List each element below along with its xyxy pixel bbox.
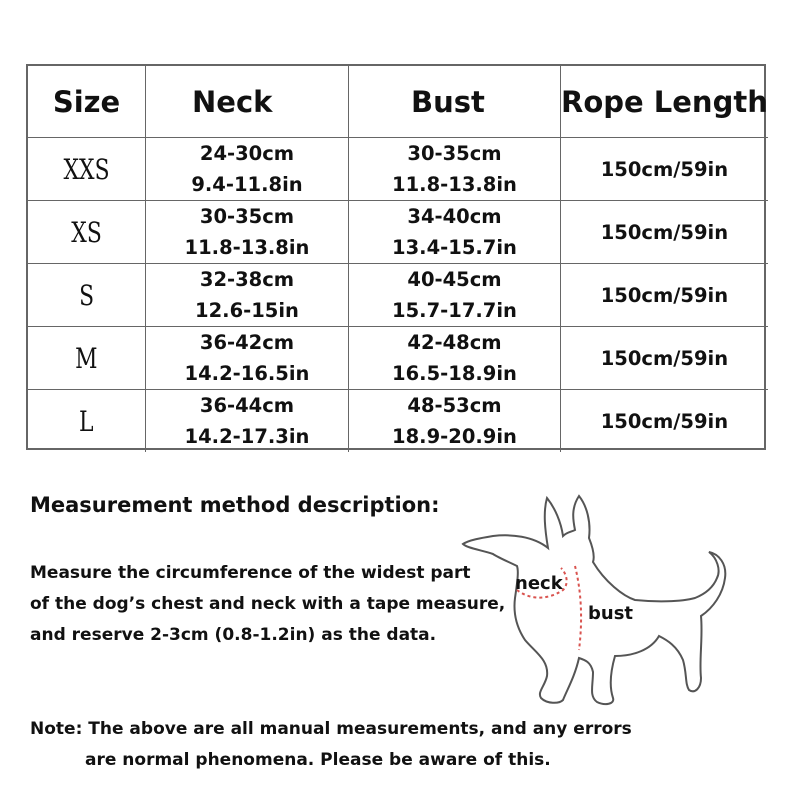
size-chart-table: [26, 64, 766, 450]
rope-length-cell: 150cm/59in: [561, 327, 768, 390]
bust-in: 18.9-20.9in: [392, 425, 517, 448]
size-cell: [28, 390, 146, 452]
bust-cell: [349, 138, 561, 201]
note-line: are normal phenomena. Please be aware of this.: [85, 750, 551, 770]
bust-cm: 48-53cm: [407, 394, 502, 417]
bust-in: 13.4-15.7in: [392, 236, 517, 259]
neck-cell: [146, 327, 349, 390]
bust-cell: [349, 390, 561, 452]
size-label: L: [79, 404, 94, 438]
measurement-method-description: [30, 558, 506, 651]
description-line: and reserve 2-3cm (0.8-1.2in) as the data.: [30, 625, 437, 645]
header-bust: Bust: [349, 66, 561, 138]
neck-in: 14.2-16.5in: [184, 362, 310, 385]
bust-in: 15.7-17.7in: [392, 299, 517, 322]
rope-length-cell: 150cm/59in: [561, 201, 768, 264]
neck-in: 11.8-13.8in: [184, 236, 310, 259]
size-cell: [28, 201, 146, 264]
size-label: M: [75, 341, 98, 375]
bust-cell: [349, 327, 561, 390]
neck-label: neck: [515, 573, 563, 594]
neck-cm: 24-30cm: [199, 142, 295, 165]
rope-length-cell: 150cm/59in: [600, 409, 729, 433]
description-line: Measure the circumference of the widest part: [30, 563, 471, 583]
size-label: XS: [71, 215, 102, 249]
size-cell: [28, 327, 146, 390]
dog-measurement-diagram: [455, 490, 735, 720]
neck-cell: [146, 264, 349, 327]
header-rope-length: Rope Length: [561, 66, 768, 138]
note-text: [30, 714, 632, 776]
rope-length-cell: 150cm/59in: [561, 138, 768, 201]
neck-in: 9.4-11.8in: [191, 173, 303, 196]
neck-cm: 36-42cm: [199, 331, 295, 354]
size-label: XXS: [63, 152, 110, 186]
neck-cell: [146, 390, 349, 452]
neck-cell: [146, 138, 349, 201]
bust-cell: [349, 264, 561, 327]
header-neck: Neck: [146, 66, 349, 138]
neck-cm: 30-35cm: [199, 205, 295, 228]
bust-cell: [349, 201, 561, 264]
bust-cm: 40-45cm: [407, 268, 502, 291]
bust-in: 16.5-18.9in: [392, 362, 517, 385]
neck-cm: 32-38cm: [199, 268, 295, 291]
neck-in: 14.2-17.3in: [184, 425, 310, 448]
measurement-method-title: Measurement method description:: [30, 493, 440, 517]
neck-in: 12.6-15in: [195, 299, 299, 322]
bust-cm: 42-48cm: [407, 331, 502, 354]
bust-label: bust: [588, 603, 634, 624]
neck-cm: 36-44cm: [199, 394, 295, 417]
note-line: Note: The above are all manual measurements, and any errors: [30, 719, 632, 739]
description-line: of the dog’s chest and neck with a tape measure,: [30, 594, 506, 614]
neck-cell: [146, 201, 349, 264]
bust-in: 11.8-13.8in: [392, 173, 517, 196]
header-size: Size: [28, 66, 146, 138]
bust-cm: 30-35cm: [407, 142, 502, 165]
size-cell: [28, 138, 146, 201]
size-cell: [28, 264, 146, 327]
size-label: S: [79, 278, 94, 312]
rope-length-cell: 150cm/59in: [561, 264, 768, 327]
bust-cm: 34-40cm: [407, 205, 502, 228]
